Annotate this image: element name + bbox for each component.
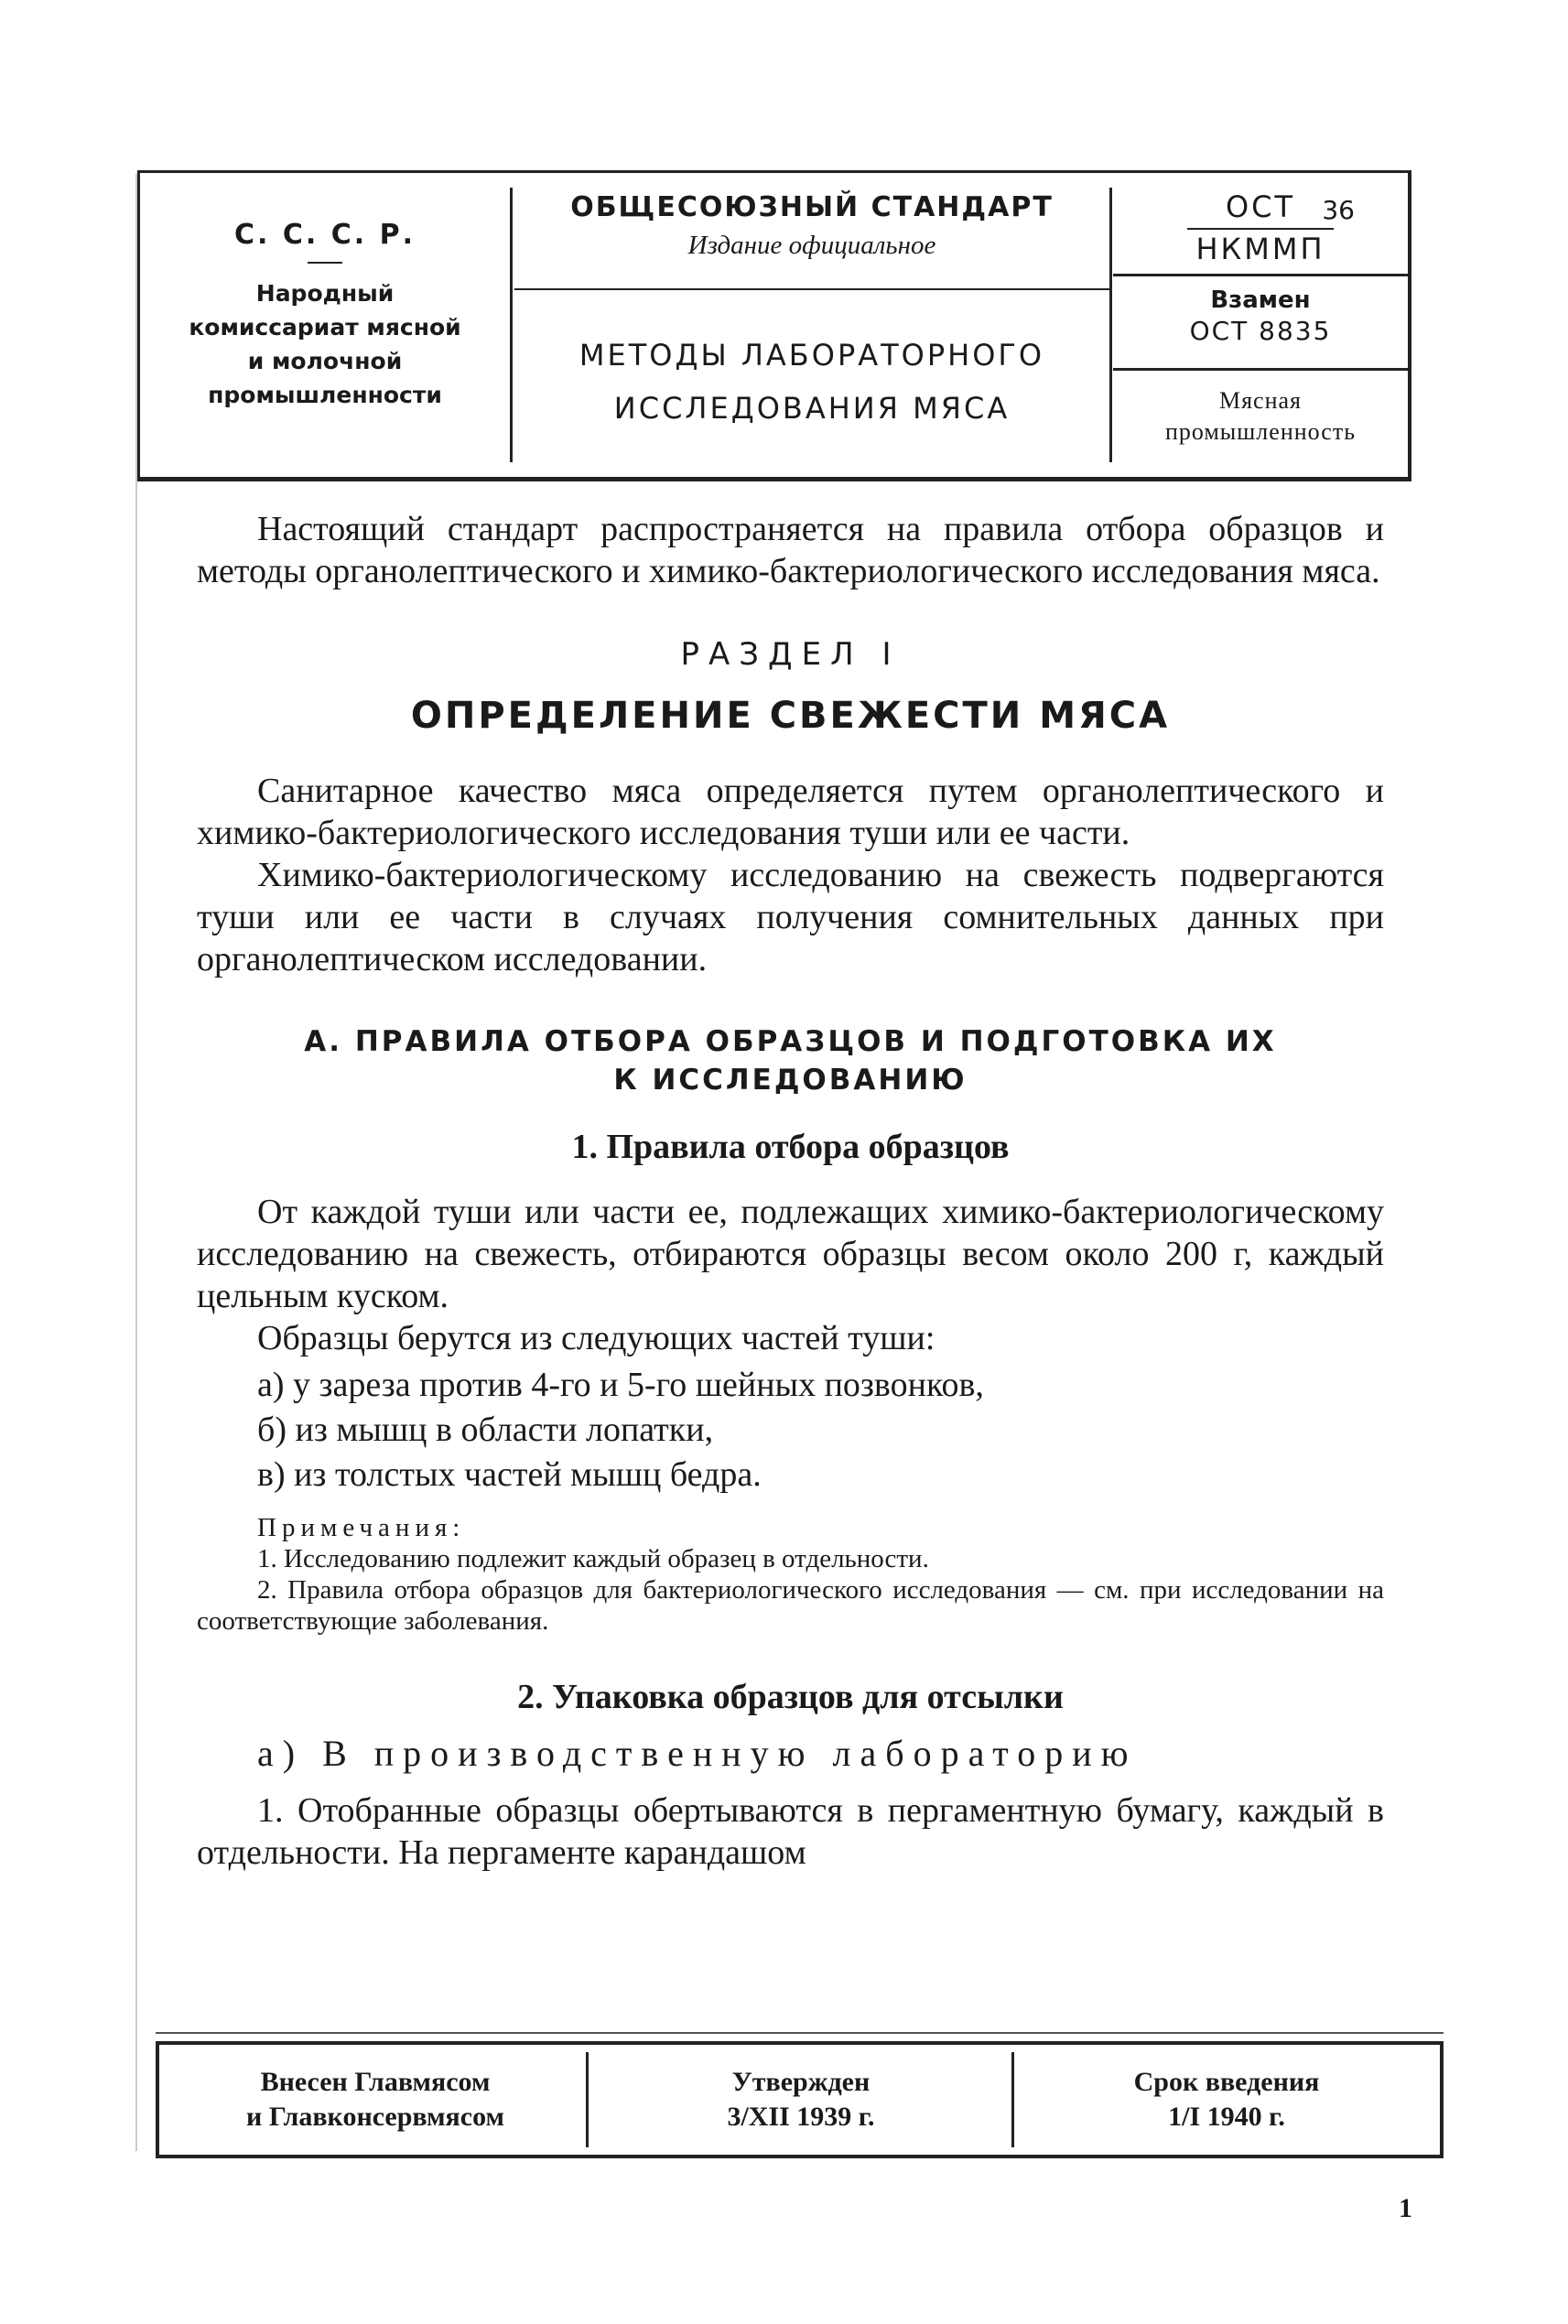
list-item: в) из толстых частей мышц бедра. <box>257 1455 762 1494</box>
effective-line: Срок введения <box>1133 2067 1320 2097</box>
document-body <box>197 508 1384 1874</box>
packing-title: 2. Упаковка образцов для отсылки <box>517 1678 1064 1716</box>
note-item: 2. Правила отбора образцов для бактериологического исследования — см. при исследовании на соответствующие заболевания. <box>197 1575 1384 1636</box>
header-divider-2 <box>1109 188 1112 462</box>
industry-cell <box>1113 385 1408 448</box>
nkmmp-label: НКММП <box>1195 232 1325 266</box>
list-item: а) у зареза против 4-го и 5-го шейных позвонков, <box>257 1366 984 1404</box>
section-paragraph: Санитарное качество мяса определяется путем органолептического и химико-бактериологического исследования туши или ее части. <box>197 772 1384 852</box>
approved-line: 3/XII 1939 г. <box>727 2102 875 2132</box>
narkom-line: комиссариат мясной <box>189 314 461 340</box>
introduced-line: Внесен Главмясом <box>260 2067 491 2097</box>
edition-label: Издание официальное <box>687 231 936 260</box>
rules-paragraph: От каждой туши или части ее, подлежащих химико-бактериологическому исследованию на свежесть, отбираются образцы весом около 200 г, каждый цельным куском. <box>197 1193 1384 1315</box>
header-table <box>137 170 1411 481</box>
issuer-cell <box>146 219 503 412</box>
footer-top-rule <box>156 2032 1444 2034</box>
header-middle-rule <box>514 288 1109 290</box>
approved-cell <box>590 2065 1011 2135</box>
packing-paragraph: 1. Отобранные образцы обертываются в пергаментную бумагу, каждый в отдельности. На пергаменте карандашом <box>197 1791 1384 1872</box>
section-title: ОПРЕДЕЛЕНИЕ СВЕЖЕСТИ МЯСА <box>410 695 1171 737</box>
footer-right-border <box>1440 2045 1444 2155</box>
header-left-border <box>137 173 140 477</box>
narkom-line: и молочной <box>247 348 403 374</box>
effective-line: 1/I 1940 г. <box>1168 2102 1285 2132</box>
method-title-line: МЕТОДЫ ЛАБОРАТОРНОГО <box>579 338 1045 373</box>
footer-table <box>156 2041 1444 2158</box>
ost-fraction-line <box>1187 228 1334 230</box>
ost-label: ОСТ <box>1225 189 1296 224</box>
industry-line: Мясная <box>1218 387 1303 414</box>
subsection-a-line: А. ПРАВИЛА ОТБОРА ОБРАЗЦОВ И ПОДГОТОВКА ИХ <box>304 1025 1277 1058</box>
header-right-border <box>1408 173 1411 477</box>
effective-date-cell <box>1016 2065 1437 2135</box>
carcass-parts-list <box>257 1363 1384 1497</box>
ost-number: 36 <box>1322 195 1355 225</box>
rules-paragraph: Образцы берутся из следующих частей туши: <box>257 1319 935 1357</box>
section-paragraph: Химико-бактериологическому исследованию на свежесть подвергаются туши или ее части в случаях получения сомнительных данных при органолептическом исследовании. <box>197 856 1384 978</box>
subsection-a-title <box>197 1022 1384 1099</box>
replaces-value: ОСТ 8835 <box>1189 316 1332 346</box>
method-title-line: ИССЛЕДОВАНИЯ МЯСА <box>613 391 1011 426</box>
introduced-by-cell <box>165 2065 586 2135</box>
rules-title: 1. Правила отбора образцов <box>571 1128 1010 1166</box>
notes-title: Примечания: <box>257 1513 466 1542</box>
footer-left-border <box>156 2045 159 2155</box>
industry-line: промышленность <box>1164 418 1357 445</box>
narkom-line: Народный <box>255 280 395 307</box>
subsection-a-line: К ИССЛЕДОВАНИЮ <box>613 1064 968 1097</box>
issuer-dash <box>308 262 342 264</box>
standard-title: ОБЩЕСОЮЗНЫЙ СТАНДАРТ <box>570 191 1054 223</box>
standard-title-cell <box>514 191 1109 261</box>
header-right-rule-2 <box>1113 368 1408 371</box>
narkom-line: промышленности <box>208 382 442 408</box>
notes-block <box>197 1512 1384 1637</box>
note-item: 1. Исследованию подлежит каждый образец в отдельности. <box>257 1544 929 1573</box>
intro-paragraph: Настоящий стандарт распространяется на правила отбора образцов и методы органолептического и химико-бактериологического исследования мяса. <box>197 510 1384 590</box>
method-title-cell <box>514 329 1109 435</box>
footer-divider-2 <box>1011 2052 1014 2147</box>
replaces-cell <box>1113 286 1408 346</box>
replaces-label: Взамен <box>1210 286 1311 314</box>
section-label: РАЗДЕЛ I <box>680 636 901 673</box>
narkom-name <box>146 276 503 412</box>
header-divider-1 <box>510 188 513 462</box>
page-number: 1 <box>1399 2193 1412 2223</box>
introduced-line: и Главконсервмясом <box>246 2102 504 2132</box>
lab-subtitle: а) В производственную лабораторию <box>257 1733 1138 1774</box>
approved-line: Утвержден <box>731 2067 871 2097</box>
ussr-label: С. С. С. Р. <box>234 219 416 251</box>
header-right-rule-1 <box>1113 274 1408 276</box>
ost-code-cell <box>1113 189 1408 266</box>
list-item: б) из мышц в области лопатки, <box>257 1411 714 1449</box>
footer-divider-1 <box>586 2052 589 2147</box>
